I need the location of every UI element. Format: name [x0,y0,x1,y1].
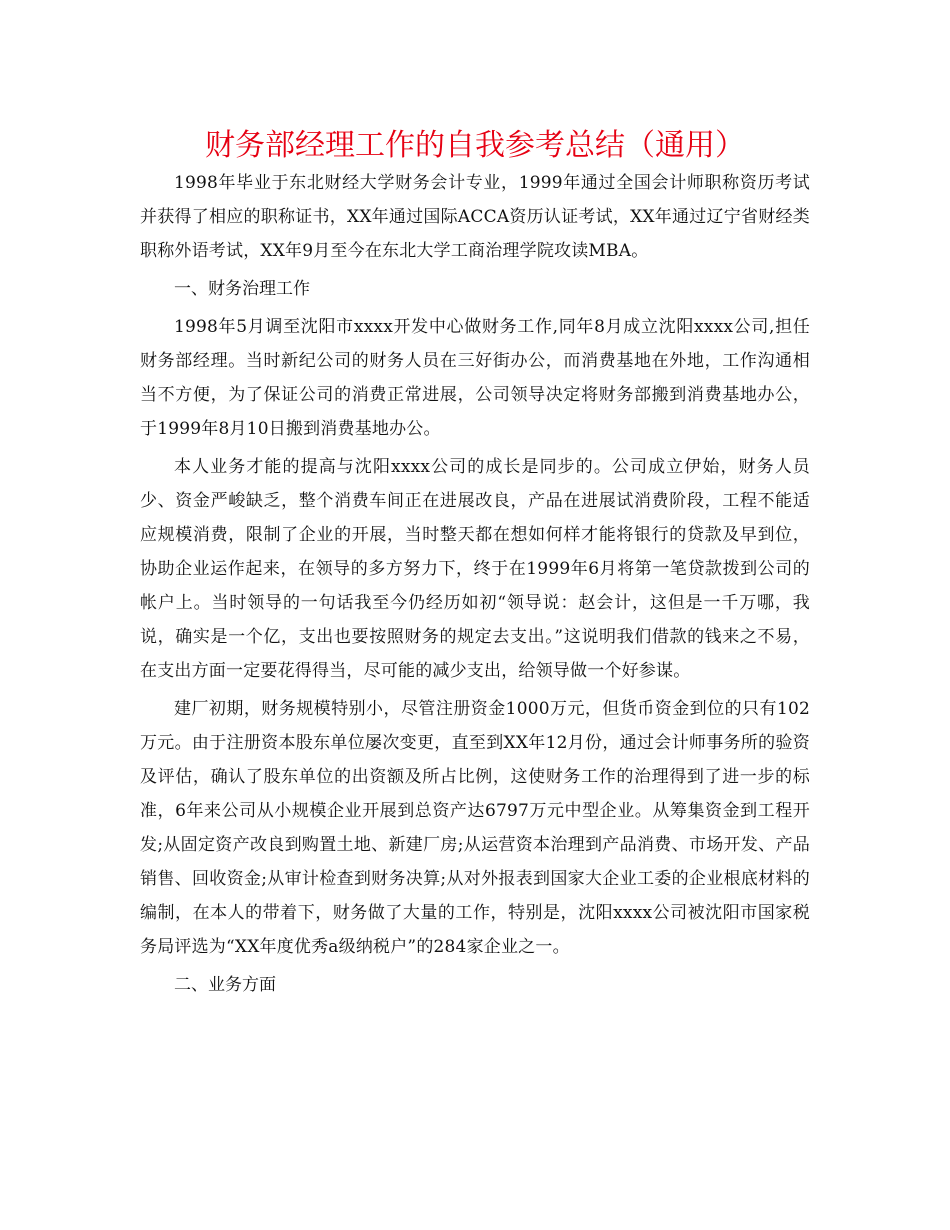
section-heading-1: 一、财务治理工作 [174,279,310,299]
document-body [140,166,810,1002]
paragraph-2: 1998年5月调至沈阳市xxxx开发中心做财务工作,同年8月成立沈阳xxxx公司,担任财务部经理。当时新纪公司的财务人员在三好街办公，而消费基地在外地，工作沟通相当不方便，为了保证公司的消费正常进展，公司领导决定将财务部搬到消费基地办公，于1999年8月10日搬到消费基地办公。 [140,317,810,439]
paragraph-intro: 1998年毕业于东北财经大学财务会计专业，1999年通过全国会计师职称资历考试并获得了相应的职称证书，XX年通过国际ACCA资历认证考试，XX年通过辽宁省财经类职称外语考试，XX年9月至今在东北大学工商治理学院攻读MBA。 [140,173,810,261]
document-title: 财务部经理工作的自我参考总结（通用） [205,128,745,163]
paragraph-3: 本人业务才能的提高与沈阳xxxx公司的成长是同步的。公司成立伊始，财务人员少、资金严峻缺乏，整个消费车间正在进展改良，产品在进展试消费阶段，工程不能适应规模消费，限制了企业的开展，当时整天都在想如何样才能将银行的贷款及早到位，协助企业运作起来，在领导的多方努力下，终于在1999年6月将第一笔贷款拨到公司的帐户上。当时领导的一句话我至今仍经历如初“领导说：赵会计，这但是一千万哪，我说，确实是一个亿，支出也要按照财务的规定去支出。”这说明我们借款的钱来之不易，在支出方面一定要花得得当，尽可能的减少支出，给领导做一个好参谋。 [140,457,810,681]
section-heading-2: 二、业务方面 [174,975,276,995]
paragraph-4: 建厂初期，财务规模特别小，尽管注册资金1000万元，但货币资金到位的只有102万元。由于注册资本股东单位屡次变更，直至到XX年12月份，通过会计师事务所的验资及评估，确认了股东单位的出资额及所占比例，这使财务工作的治理得到了进一步的标准，6年来公司从小规模企业开展到总资产达6797万元中型企业。从筹集资金到工程开发;从固定资产改良到购置土地、新建厂房;从运营资本治理到产品消费、市场开发、产品销售、回收资金;从审计检查到财务决算;从对外报表到国家大企业工委的企业根底材料的编制，在本人的带着下，财务做了大量的工作，特别是，沈阳xxxx公司被沈阳市国家税务局评选为“XX年度优秀a级纳税户”的284家企业之一。 [140,699,810,957]
